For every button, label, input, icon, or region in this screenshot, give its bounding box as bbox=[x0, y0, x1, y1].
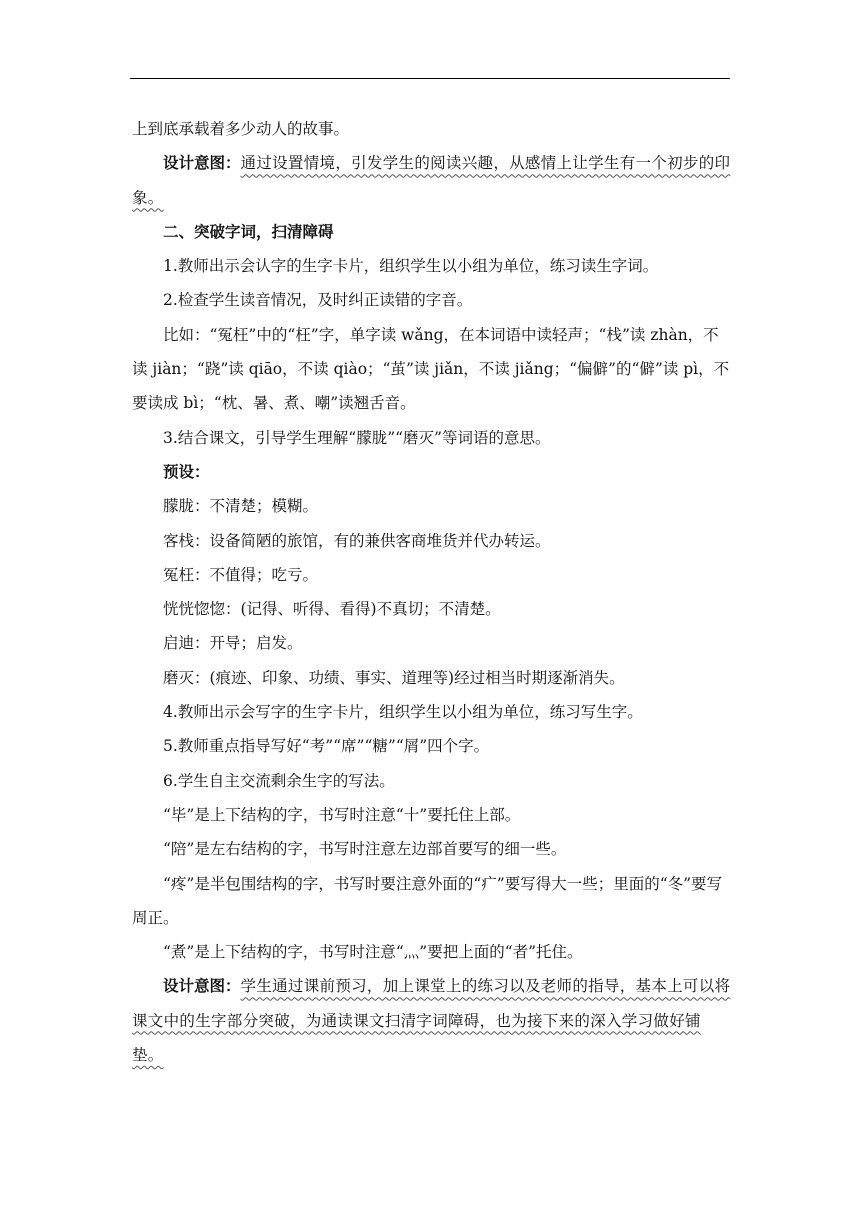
body-paragraph: 4.教师出示会写字的生字卡片，组织学生以小组为单位，练习写生字。 bbox=[163, 703, 643, 722]
design-intent-paragraph bbox=[132, 146, 732, 215]
body-paragraph: “煮”是上下结构的字，书写时注意“灬”要把上面的“者”托住。 bbox=[163, 943, 583, 962]
design-intent-label: 设计意图： bbox=[163, 977, 241, 996]
body-paragraph: 冤枉：不值得；吃亏。 bbox=[163, 565, 319, 584]
body-paragraph: 恍恍惚惚：(记得、听得、看得)不真切；不清楚。 bbox=[163, 600, 501, 619]
section-heading: 二、突破字词，扫清障碍 bbox=[163, 222, 334, 241]
body-paragraph: 客栈：设备简陋的旅馆，有的兼供客商堆货并代办转运。 bbox=[163, 531, 551, 550]
body-paragraph: “陪”是左右结构的字，书写时注意左边部首要写的细一些。 bbox=[163, 840, 567, 859]
document-body bbox=[132, 112, 732, 1072]
design-intent-paragraph bbox=[132, 969, 732, 1072]
body-paragraph: 2.检查学生读音情况，及时纠正读错的字音。 bbox=[163, 291, 473, 310]
body-paragraph: 5.教师重点指导写好“考”“席”“糖”“屑”四个字。 bbox=[163, 737, 490, 756]
body-paragraph: 启迪：开导；启发。 bbox=[163, 634, 303, 653]
body-paragraph: 朦胧：不清楚；模糊。 bbox=[163, 497, 319, 516]
body-paragraph: 1.教师出示会认字的生字卡片，组织学生以小组为单位，练习读生字词。 bbox=[163, 257, 659, 276]
body-paragraph: 3.结合课文，引导学生理解“朦胧”“磨灭”等词语的意思。 bbox=[163, 428, 551, 447]
section-heading: 预设： bbox=[163, 462, 210, 481]
body-paragraph: 磨灭：(痕迹、印象、功绩、事实、道理等)经过相当时期逐渐消失。 bbox=[163, 668, 625, 687]
body-paragraph: “毕”是上下结构的字，书写时注意“十”要托住上部。 bbox=[163, 805, 521, 824]
body-paragraph: 比如：“冤枉”中的“枉”字，单字读 wǎng，在本词语中读轻声；“栈”读 zhàn，不读 jiàn；“跷”读 qiāo，不读 qiào；“茧”读 jiǎn，不读 jiǎng；“偏僻”的“僻”读 pì，不要读成 bì；“枕、暑、煮、嘲”读翘舌音。 bbox=[132, 325, 730, 413]
header-rule bbox=[130, 78, 730, 79]
design-intent-label: 设计意图： bbox=[163, 154, 241, 173]
body-paragraph: 6.学生自主交流剩余生字的写法。 bbox=[163, 771, 395, 790]
design-intent-text: 通过设置情境，引发学生的阅读兴趣，从感情上让学生有一个初步的印象。 bbox=[132, 154, 731, 207]
design-intent-text: 学生通过课前预习，加上课堂上的练习以及老师的指导，基本上可以将课文中的生字部分突破，为通读课文扫清字词障碍，也为接下来的深入学习做好铺垫。 bbox=[132, 977, 731, 1065]
body-paragraph: 上到底承载着多少动人的故事。 bbox=[132, 120, 350, 138]
body-paragraph: “疼”是半包围结构的字，书写时要注意外面的“疒”要写得大一些；里面的“冬”要写周正。 bbox=[132, 874, 723, 927]
